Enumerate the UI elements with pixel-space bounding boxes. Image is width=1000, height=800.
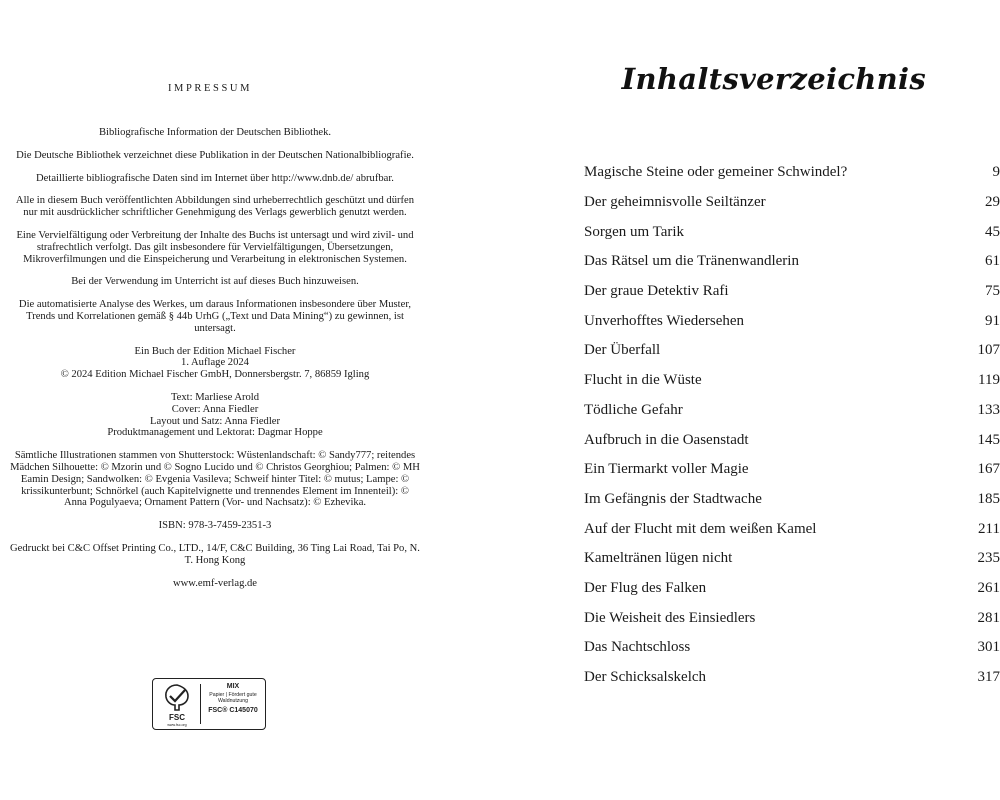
toc-entry-title: Der Überfall [584, 342, 661, 359]
toc-entry[interactable] [584, 574, 1000, 604]
toc-entry-title: Flucht in die Wüste [584, 372, 702, 389]
toc-entry-title: Das Rätsel um die Tränenwandlerin [584, 253, 799, 270]
fsc-label: FSC [169, 713, 185, 722]
impressum-paragraph: Bibliografische Information der Deutschen Bibliothek. [98, 127, 332, 138]
toc-entry[interactable] [584, 514, 1000, 544]
toc-entry-page: 145 [977, 431, 1000, 448]
toc-entry[interactable] [584, 188, 1000, 218]
toc-entry-title: Der geheimnisvolle Seiltänzer [584, 194, 766, 211]
toc-entry-title: Ein Tiermarkt voller Magie [584, 461, 749, 478]
fsc-divider [200, 684, 201, 724]
toc-entry-page: 261 [977, 579, 1000, 596]
illustration-credits: Sämtliche Illustrationen stammen von Shutterstock: Wüstenlandschaft: © Sandy777; reitendes Mädchen Silhouette: © Mzorin und © Sogno Lucido und © Christos Georghiou; Palmen: © MH Eamin Design; Sandwolken: © Evgenia Vasileva; Schweif hinter Titel: © mutus; Lampe: © krissikunterbunt; Schnörkel (auch Kapitelvignette und trennendes Element im Innenteil): © Anna Pogulyaeva; Ornament Pattern (Vor- und Nachsatz): © Ezhevika. [10, 450, 420, 509]
fsc-code: FSC® C145070 [208, 707, 258, 714]
toc-entry-title: Das Nachtschloss [584, 639, 691, 656]
toc-entry-page: 235 [977, 550, 1000, 567]
edition-block [10, 346, 420, 381]
toc-entry[interactable] [584, 485, 1000, 515]
edition-line: 1. Auflage 2024 [181, 357, 249, 369]
impressum-paragraph: Die automatisierte Analyse des Werkes, um daraus Informationen insbesondere über Muster, Trends und Korrelationen gemäß § 44b UrhG („Text und Data Mining“) zu gewinnen, ist untersagt. [18, 299, 412, 334]
toc-entry[interactable] [584, 603, 1000, 633]
toc-entry-title: Aufbruch in die Oasenstadt [584, 431, 749, 448]
impressum-paragraph: Eine Vervielfältigung oder Verbreitung der Inhalte des Buchs ist untersagt und wird zivil- und strafrechtlich verfolgt. Das gilt insbesondere für Vervielfältigungen, Übersetzungen, Mikroverfilmungen und die Einspeicherung und Verarbeitung in elektronischen Systemen. [16, 229, 414, 265]
fsc-paper: Papier | Fördert gute Waldnutzung [209, 692, 257, 704]
toc-entry-page: 301 [977, 639, 1000, 656]
toc-entry-page: 61 [985, 253, 1000, 270]
toc-entry-title: Tödliche Gefahr [584, 401, 683, 418]
toc-entry-page: 45 [985, 223, 1000, 240]
fsc-web: www.fsc.org [167, 723, 187, 727]
toc-entry[interactable] [584, 455, 1000, 485]
toc-entry-title: Auf der Flucht mit dem weißen Kamel [584, 520, 817, 537]
credit-line: Text: Marliese Arold [170, 391, 260, 403]
toc-entry-page: 317 [977, 669, 1000, 686]
isbn: ISBN: 978-3-7459-2351-3 [158, 520, 272, 532]
toc-entry[interactable] [584, 336, 1000, 366]
toc-page [560, 0, 1000, 800]
toc-entry-page: 107 [977, 342, 1000, 359]
impressum-paragraph: Alle in diesem Buch veröffentlichten Abbildungen sind urheberrechtlich geschützt und dürfen nur mit ausdrücklicher schriftlicher Genehmigung des Verlags gewerblich genutzt werden. [15, 195, 415, 219]
toc-entry-title: Magische Steine oder gemeiner Schwindel? [584, 164, 848, 181]
impressum-text [10, 127, 420, 600]
toc-entry-title: Der graue Detektiv Rafi [584, 283, 729, 300]
impressum-title: IMPRESSUM [167, 83, 253, 94]
toc-entry[interactable] [584, 306, 1000, 336]
toc-entry[interactable] [584, 425, 1000, 455]
toc-entry-page: 119 [978, 372, 1000, 389]
toc-entry-page: 9 [992, 164, 1000, 181]
impressum-page [0, 0, 430, 800]
impressum-paragraph: Bei der Verwendung im Unterricht ist auf dieses Buch hinzuweisen. [71, 276, 359, 288]
impressum-paragraph: Detaillierte bibliografische Daten sind im Internet über http://www.dnb.de/ abrufbar. [36, 172, 394, 184]
toc-entry-title: Der Schicksalskelch [584, 669, 707, 686]
toc-entry[interactable] [584, 366, 1000, 396]
toc-list [584, 158, 1000, 692]
credit-line: Cover: Anna Fiedler [171, 403, 259, 415]
fsc-mix: MIX [226, 683, 240, 690]
toc-entry[interactable] [584, 663, 1000, 693]
toc-entry-title: Kameltränen lügen nicht [584, 550, 733, 567]
toc-title: Inhaltsverzeichnis [621, 62, 926, 96]
toc-entry-page: 133 [977, 401, 1000, 418]
toc-entry[interactable] [584, 277, 1000, 307]
toc-entry-page: 75 [985, 283, 1000, 300]
fsc-certification-badge [152, 678, 266, 730]
toc-entry[interactable] [584, 158, 1000, 188]
toc-entry-page: 29 [985, 194, 1000, 211]
toc-entry-title: Der Flug des Falken [584, 579, 707, 596]
toc-entry-title: Unverhofftes Wiedersehen [584, 312, 745, 329]
edition-line: © 2024 Edition Michael Fischer GmbH, Donnersbergstr. 7, 86859 Igling [60, 369, 370, 381]
toc-entry-page: 91 [985, 312, 1000, 329]
toc-entry[interactable] [584, 633, 1000, 663]
printer-info: Gedruckt bei C&C Offset Printing Co., LTD., 14/F, C&C Building, 36 Ting Lai Road, Tai Po, N. T. Hong Kong [10, 542, 420, 566]
toc-entry-page: 281 [977, 609, 1000, 626]
toc-entry-title: Sorgen um Tarik [584, 223, 685, 240]
toc-entry-page: 167 [977, 461, 1000, 478]
toc-entry[interactable] [584, 247, 1000, 277]
toc-entry-page: 211 [978, 520, 1000, 537]
credit-line: Produktmanagement und Lektorat: Dagmar Hoppe [107, 427, 323, 439]
toc-entry[interactable] [584, 217, 1000, 247]
credit-line: Layout und Satz: Anna Fiedler [149, 415, 281, 427]
toc-entry[interactable] [584, 544, 1000, 574]
impressum-paragraph: Die Deutsche Bibliothek verzeichnet diese Publikation in der Deutschen Nationalbibliografie. [16, 149, 414, 161]
credits-block [10, 392, 420, 439]
fsc-text [202, 682, 264, 715]
fsc-tree-check-icon [157, 682, 197, 728]
toc-entry-title: Die Weisheit des Einsiedlers [584, 609, 756, 626]
edition-line: Ein Buch der Edition Michael Fischer [134, 345, 296, 357]
publisher-website: www.emf-verlag.de [172, 577, 258, 589]
toc-entry-title: Im Gefängnis der Stadtwache [584, 490, 762, 507]
toc-entry[interactable] [584, 396, 1000, 426]
toc-entry-page: 185 [977, 490, 1000, 507]
